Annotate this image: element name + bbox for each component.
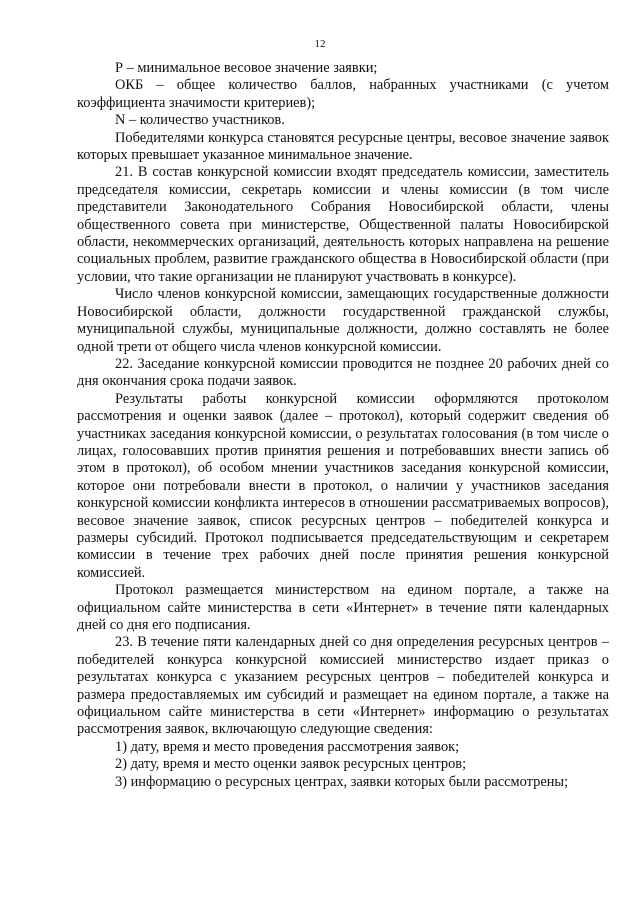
list-item-1: 1) дату, время и место проведения рассмотрения заявок; bbox=[115, 738, 460, 755]
paragraph-members-count: Число членов конкурсной комиссии, замещающих государственные должности Новосибирской области, должности государственной гражданской службы, муниципальной службы, муниципальные должности, должно составлять не более одной трети от общего числа членов конкурсной комиссии. bbox=[77, 286, 609, 355]
paragraph-protocol-contents: Результаты работы конкурсной комиссии оформляются протоколом рассмотрения и оценки заявок (далее – протокол), который содержит сведения об участниках заседания конкурсной комиссии, о результатах голосования (в том числе о лицах, голосовавших против принятия решения и потребовавших внести запись об этом в протокол), об особом мнении участников заседания конкурсной комиссии, которое они потребовали внести в протокол, о наличии у участников заседания конкурсной комиссии конфликта интересов в отношении рассматриваемых вопросов), весовое значение заявок, список ресурсных центров – победителей конкурса и размеры субсидий. Протокол подписывается председательствующим и секретарем комиссии в течение трех рабочих дней после принятия решения конкурсной комиссией. bbox=[77, 390, 609, 581]
list-item-2: 2) дату, время и место оценки заявок ресурсных центров; bbox=[115, 756, 467, 773]
paragraph-p-definition: Р – минимальное весовое значение заявки; bbox=[115, 60, 378, 76]
page-number: 12 bbox=[314, 38, 326, 50]
paragraph-n-definition: N – количество участников. bbox=[115, 112, 285, 129]
paragraph-winners: Победителями конкурса становятся ресурсные центры, весовое значение заявок которых превышает указанное минимальное значение. bbox=[77, 129, 609, 164]
paragraph-23: 23. В течение пяти календарных дней со дня определения ресурсных центров – победителей конкурса конкурсной комиссией министерство издает приказ о результатах конкурса с указанием ресурсных центров – победителей конкурса и размера предоставляемых им субсидий и размещает на едином портале, а также на официальном сайте министерства в сети «Интернет» информацию о результатах рассмотрения заявок, включающую следующие сведения: bbox=[77, 634, 609, 738]
paragraph-okb-definition: ОКБ – общее количество баллов, набранных участниками (с учетом коэффициента значимости критериев); bbox=[77, 77, 609, 111]
paragraph-protocol-publication: Протокол размещается министерством на едином портале, а также на официальном сайте министерства в сети «Интернет» в течение пяти календарных дней со дня его подписания. bbox=[77, 582, 609, 633]
paragraph-22: 22. Заседание конкурсной комиссии проводится не позднее 20 рабочих дней со дня окончания срока подачи заявок. bbox=[77, 355, 609, 390]
list-item-3: 3) информацию о ресурсных центрах, заявки которых были рассмотрены; bbox=[115, 773, 569, 790]
paragraph-21: 21. В состав конкурсной комиссии входят председатель комиссии, заместитель председателя комиссии, секретарь комиссии и члены комиссии (в том числе представители Законодательного Собрания Новосибирской области, члены общественного совета при министерстве, Общественной палаты Новосибирской области, некоммерческих организаций, деятельность которых направлена на решение социальных проблем, развитие гражданского общества в Новосибирской области (при условии, что такие организации не планируют участвовать в конкурсе). bbox=[77, 164, 609, 285]
document-body bbox=[77, 60, 609, 791]
